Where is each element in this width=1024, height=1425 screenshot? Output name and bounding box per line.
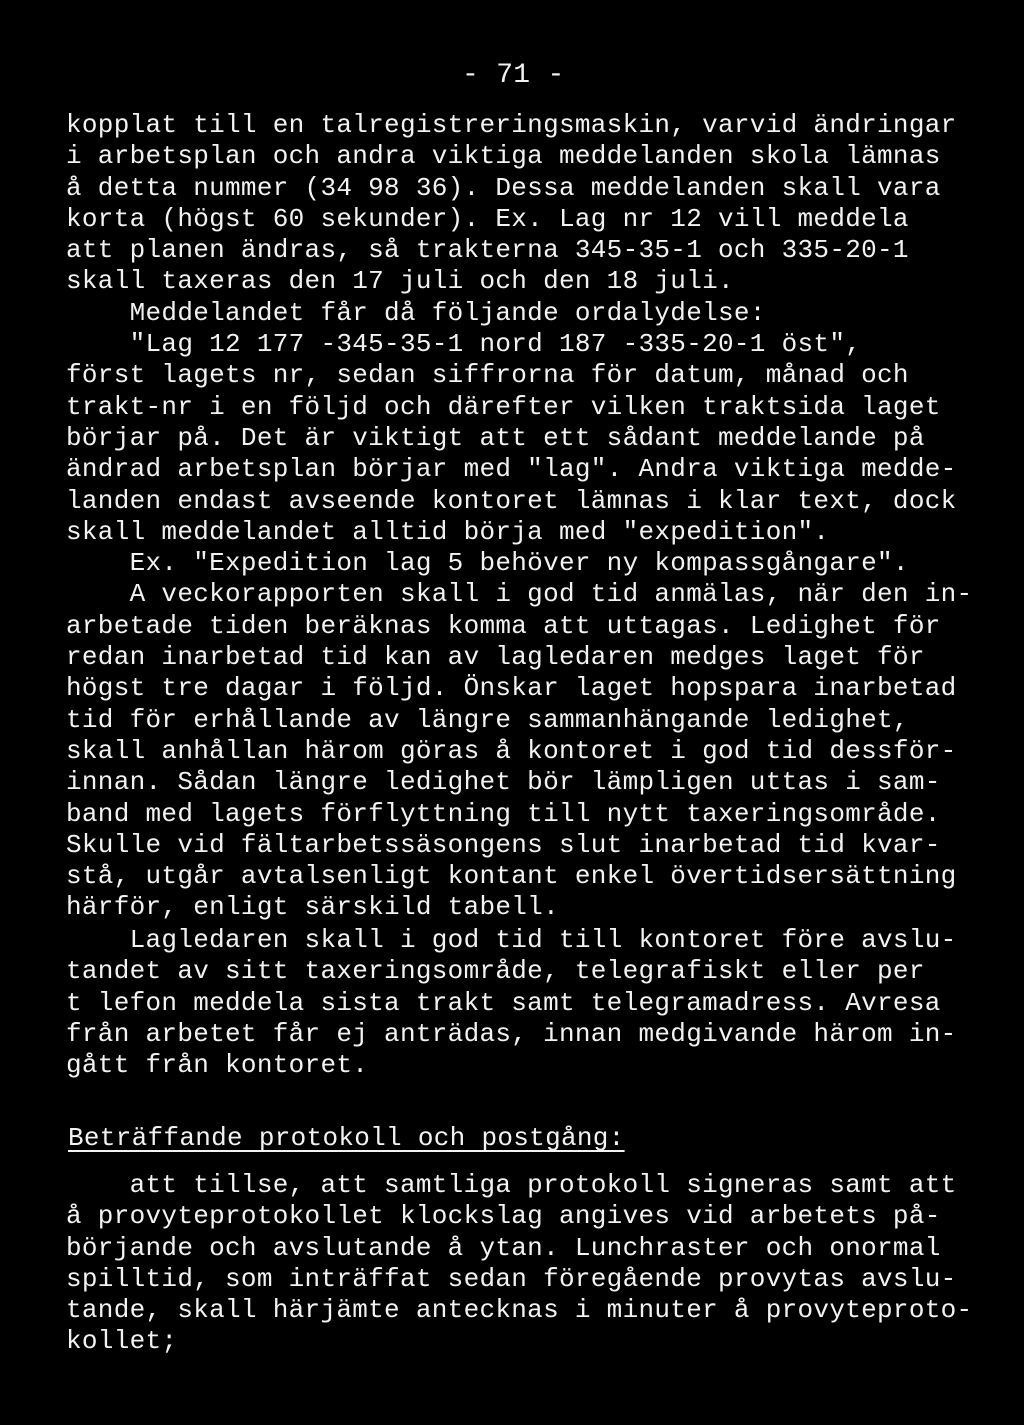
text-line: skall meddelandet alltid börja med "expedition". [66, 516, 830, 547]
text-line: från arbetet får ej anträdas, innan medgivande härom in- [66, 1018, 957, 1049]
text-line: "Lag 12 177 -345-35-1 nord 187 -335-20-1 öst", [66, 329, 862, 360]
text-line: å detta nummer (34 98 36). Dessa meddelanden skall vara [66, 172, 941, 203]
text-line: innan. Sådan längre ledighet bör lämpligen uttas i sam- [66, 767, 941, 798]
text-line: högst tre dagar i följd. Önskar laget hopspara inarbetad [66, 673, 957, 704]
text-line: redan inarbetad tid kan av lagledaren medges laget för [66, 642, 925, 673]
text-line: börjande och avslutande å ytan. Lunchraster och onormal [66, 1232, 941, 1263]
text-line: tandet av sitt taxeringsområde, telegrafiskt eller per [66, 956, 925, 987]
text-line: i arbetsplan och andra viktiga meddelanden skola lämnas [66, 141, 941, 172]
text-line: att planen ändras, så trakterna 345-35-1 och 335-20-1 [66, 235, 909, 266]
text-line: ändrad arbetsplan börjar med "lag". Andra viktiga medde- [66, 454, 957, 485]
text-line: stå, utgår avtalsenligt kontant enkel övertidsersättning [66, 861, 957, 892]
text-line: skall taxeras den 17 juli och den 18 juli. [66, 266, 734, 297]
text-line: börjar på. Det är viktigt att ett sådant meddelande på [66, 422, 925, 453]
text-line: kopplat till en talregistreringsmaskin, varvid ändringar [66, 110, 957, 140]
text-line: skall anhållan härom göras å kontoret i god tid dessför- [66, 735, 957, 766]
text-line: kollet; [66, 1326, 178, 1357]
text-line: först lagets nr, sedan siffrorna för datum, månad och [66, 360, 909, 391]
text-line: trakt-nr i en följd och därefter vilken traktsida laget [66, 391, 941, 422]
text-line: spilltid, som inträffat sedan föregående provytas avslu- [66, 1263, 957, 1294]
text-line: gått från kontoret. [66, 1050, 369, 1081]
text-line: t lefon meddela sista trakt samt telegramadress. Avresa [66, 987, 941, 1018]
text-line: arbetade tiden beräknas komma att uttagas. Ledighet för [66, 610, 941, 641]
paragraph-block-messages [66, 110, 972, 924]
page-number: - 71 - [462, 60, 565, 91]
text-line: Skulle vid fältarbetssäsongens slut inarbetad tid kvar- [66, 829, 941, 860]
text-line: härför, enligt särskild tabell. [66, 892, 559, 923]
paragraph-block-departure [66, 925, 957, 1081]
text-line: landen endast avseende kontoret lämnas i klar text, dock [66, 485, 957, 516]
section-heading: Beträffande protokoll och postgång: [68, 1123, 625, 1153]
text-line: tande, skall härjämte antecknas i minuter å provyteproto- [66, 1295, 973, 1326]
text-line: å provyteprotokollet klockslag angives vid arbetets på- [66, 1201, 941, 1232]
text-line: att tillse, att samtliga protokoll signeras samt att [66, 1170, 957, 1200]
text-line: band med lagets förflyttning till nytt taxeringsområde. [66, 798, 941, 829]
text-line: Meddelandet får då följande ordalydelse: [66, 297, 766, 328]
text-line: korta (högst 60 sekunder). Ex. Lag nr 12 vill meddela [66, 203, 909, 234]
text-line: tid för erhållande av längre sammanhängande ledighet, [66, 704, 909, 735]
text-line: Lagledaren skall i god tid till kontoret före avslu- [66, 925, 957, 955]
text-line: Ex. "Expedition lag 5 behöver ny kompassgångare". [66, 548, 909, 579]
paragraph-block-protocols [66, 1170, 972, 1358]
text-line: A veckorapporten skall i god tid anmälas, när den in- [66, 579, 973, 610]
